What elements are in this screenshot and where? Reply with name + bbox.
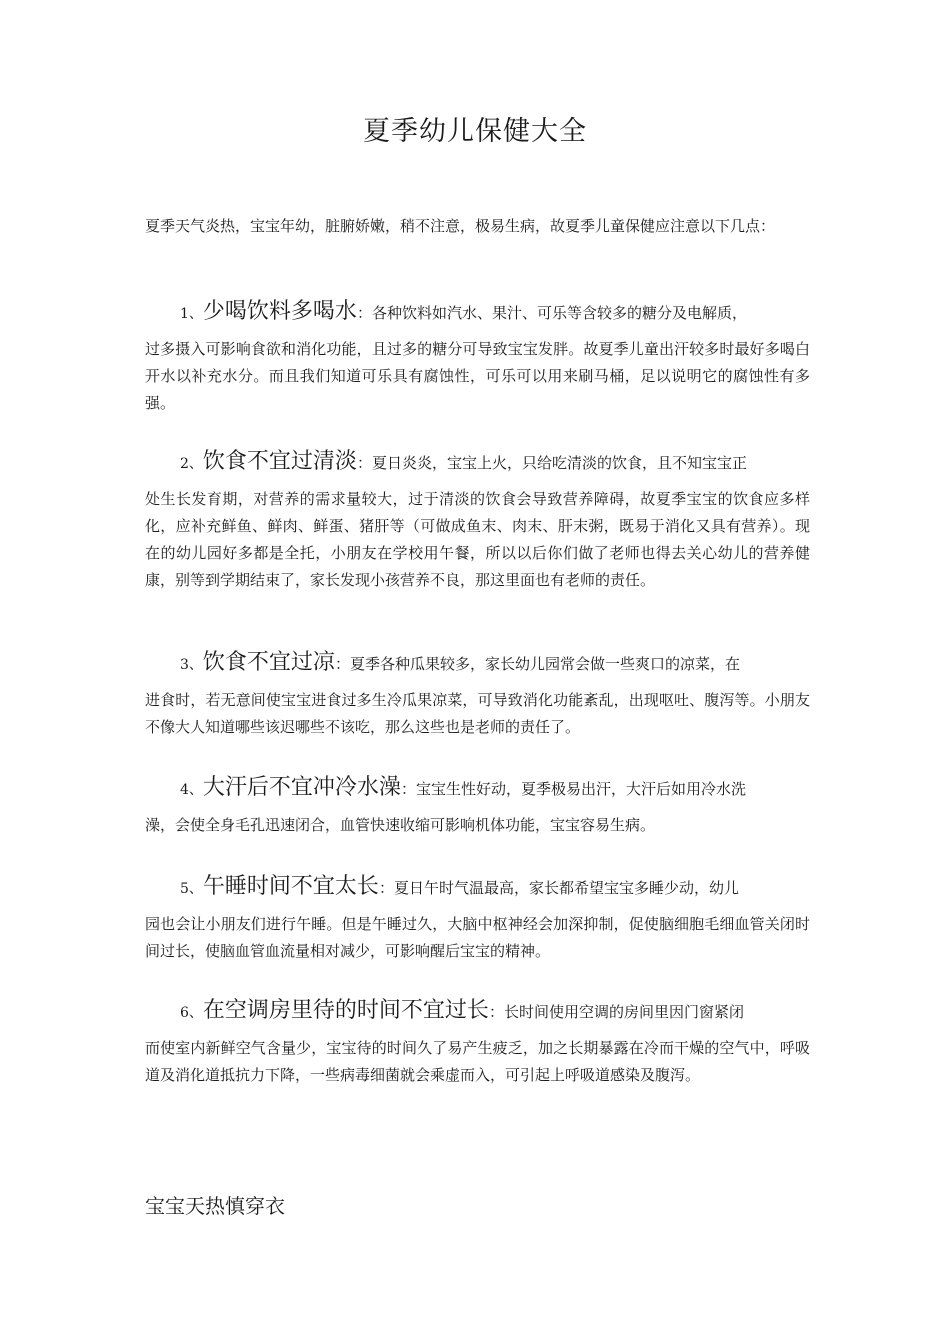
section-lead-text: ：夏日炎炎，宝宝上火，只给吃清淡的饮食，且不知宝宝正 (356, 454, 747, 472)
section-number: 2、 (180, 456, 203, 472)
section-body: 园也会让小朋友们进行午睡。但是午睡过久，大脑中枢神经会加深抑制，促使脑细胞毛细血管关闭时间过长，使脑血管血流量相对减少，可影响醒后宝宝的精神。 (145, 915, 810, 960)
section-number: 6、 (180, 1005, 203, 1021)
section-body: 处生长发育期，对营养的需求量较大，过于清淡的饮食会导致营养障碍，故夏季宝宝的饮食应多样化，应补充鲜鱼、鲜肉、鲜蛋、猪肝等（可做成鱼末、肉末、肝末粥，既易于消化又具有营养）。现在的幼儿园好多都是全托，小朋友在学校用午餐，所以以后你们做了老师也得去关心幼儿的营养健康，别等到学期结束了，家长发现小孩营养不良，那这里面也有老师的责任。 (145, 490, 810, 589)
section-heading: 饮食不宜过凉 (202, 650, 335, 675)
section-lead-text: ：各种饮料如汽水、果汁、可乐等含较多的糖分及电解质， (356, 304, 747, 322)
section-heading: 饮食不宜过清淡 (202, 449, 357, 474)
section-body: 而使室内新鲜空气含量少，宝宝待的时间久了易产生疲乏，加之长期暴露在冷而干燥的空气中，呼吸道及消化道抵抗力下降，一些病毒细菌就会乘虚而入，可引起上呼吸道感染及腹泻。 (145, 1039, 810, 1084)
section-body: 过多摄入可影响食欲和消化功能，且过多的糖分可导致宝宝发胖。故夏季儿童出汗较多时最好多喝白开水以补充水分。而且我们知道可乐具有腐蚀性，可乐可以用来刷马桶，足以说明它的腐蚀性有多强。 (145, 340, 810, 412)
section-lead-text: ：夏季各种瓜果较多，家长幼儿园常会做一些爽口的凉菜，在 (334, 655, 740, 673)
section-number: 4、 (180, 782, 203, 798)
section-number: 1、 (180, 306, 203, 322)
section-heading-line (145, 867, 810, 909)
section-lead-text: ：夏日午时气温最高，家长都希望宝宝多睡少动，幼儿 (378, 879, 739, 897)
section-6 (145, 991, 810, 1089)
section-5 (145, 867, 810, 965)
section-heading-line (145, 768, 810, 810)
section-number: 5、 (180, 881, 203, 897)
section-1 (145, 292, 810, 417)
intro-paragraph: 夏季天气炎热，宝宝年幼，脏腑娇嫩，稍不注意，极易生病，故夏季儿童保健应注意以下几点： (145, 217, 776, 235)
section-heading-line (145, 991, 810, 1033)
document-title: 夏季幼儿保健大全 (363, 116, 587, 147)
section-heading-line (145, 442, 810, 484)
section-2 (145, 442, 810, 594)
section-heading-line (145, 292, 810, 334)
section-3 (145, 643, 810, 741)
section-body: 澡，会使全身毛孔迅速闭合，血管快速收缩可影响机体功能，宝宝容易生病。 (145, 816, 656, 834)
section-heading-line (145, 643, 810, 685)
section-heading: 在空调房里待的时间不宜过长 (202, 998, 489, 1023)
section-lead-text: ：宝宝生性好动，夏季极易出汗，大汗后如用冷水洗 (400, 780, 746, 798)
section-lead-text: ：长时间使用空调的房间里因门窗紧闭 (488, 1003, 744, 1021)
next-section-heading: 宝宝天热慎穿衣 (145, 1194, 285, 1218)
section-heading: 午睡时间不宜太长 (202, 874, 379, 899)
section-heading: 少喝饮料多喝水 (202, 299, 357, 324)
section-4 (145, 768, 810, 839)
section-heading: 大汗后不宜冲冷水澡 (202, 775, 401, 800)
section-number: 3、 (180, 657, 203, 673)
section-body: 进食时，若无意间使宝宝进食过多生冷瓜果凉菜，可导致消化功能紊乱，出现呕吐、腹泻等。小朋友不像大人知道哪些该迟哪些不该吃，那么这些也是老师的责任了。 (145, 691, 810, 736)
